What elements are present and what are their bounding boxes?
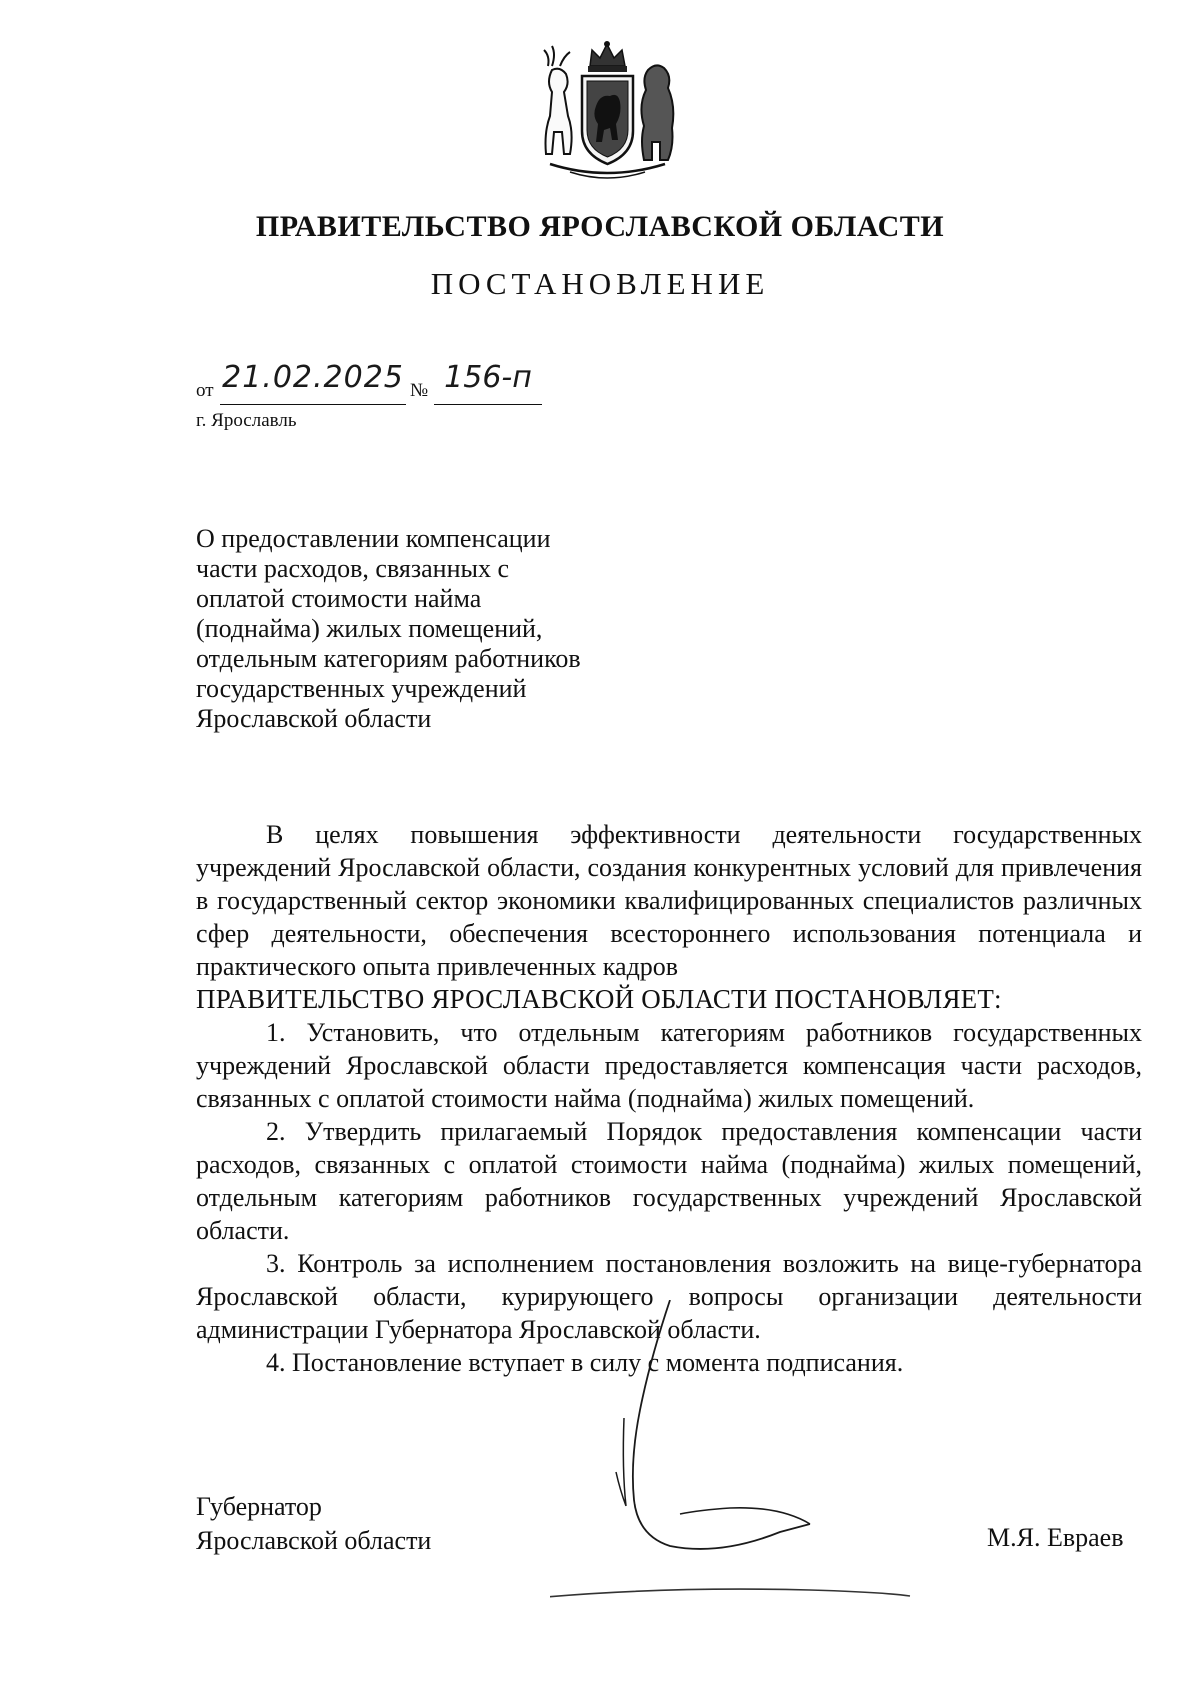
subject-line: государственных учреждений [196,674,527,703]
date-number-line [196,360,616,410]
document-subject [196,524,656,734]
item-paragraph: 1. Установить, что отдельным категориям работников государственных учреждений Ярославской области предоставляется компенсация части расходов, связанных с оплатой стоимости найма (поднайма) жилых помещений. [196,1018,1142,1113]
subject-line: О предоставлении компенсации [196,524,551,553]
document-type: ПОСТАНОВЛЕНИЕ [430,266,770,301]
item-paragraph: 4. Постановление вступает в силу с момента подписания. [266,1348,904,1377]
item-paragraph: 3. Контроль за исполнением постановления возложить на вице-губернатора Ярославской области, курирующего вопросы организации деятельности администрации Губернатора Ярославской области. [196,1249,1142,1344]
resolve-heading: ПРАВИТЕЛЬСТВО ЯРОСЛАВСКОЙ ОБЛАСТИ ПОСТАНОВЛЯЕТ: [196,984,1002,1014]
number-value: 156-п [444,360,532,395]
signatory-name: М.Я. Евраев [987,1523,1124,1552]
date-underline [220,404,406,405]
document-body [196,818,1142,1379]
coat-of-arms-icon [530,36,685,184]
handwritten-signature-icon [550,1300,950,1620]
date-prefix: от [196,380,214,401]
number-underline [434,404,542,405]
organization-title: ПРАВИТЕЛЬСТВО ЯРОСЛАВСКОЙ ОБЛАСТИ [255,210,945,243]
subject-line: части расходов, связанных с [196,554,510,583]
subject-line: отдельным категориям работников [196,644,581,673]
date-value: 21.02.2025 [222,360,404,395]
signatory-title-line: Губернатор [196,1492,322,1521]
city: г. Ярославль [196,410,297,431]
subject-line: Ярославской области [196,704,432,733]
signatory-title [196,1490,431,1558]
subject-line: (поднайма) жилых помещений, [196,614,543,643]
preamble-paragraph: В целях повышения эффективности деятельности государственных учреждений Ярославской области, создания конкурентных условий для привлечения в государственный сектор экономики квалифицированных специалистов различных сфер деятельности, обеспечения всестороннего использования потенциала и практического опыта привлеченных кадров [196,820,1142,981]
number-prefix: № [410,380,429,401]
subject-line: оплатой стоимости найма [196,584,482,613]
signatory-title-line: Ярославской области [196,1526,432,1555]
item-paragraph: 2. Утвердить прилагаемый Порядок предоставления компенсации части расходов, связанных с оплатой стоимости найма (поднайма) жилых помещений, отдельным категориям работников государственных учреждений Ярославской области. [196,1117,1142,1245]
